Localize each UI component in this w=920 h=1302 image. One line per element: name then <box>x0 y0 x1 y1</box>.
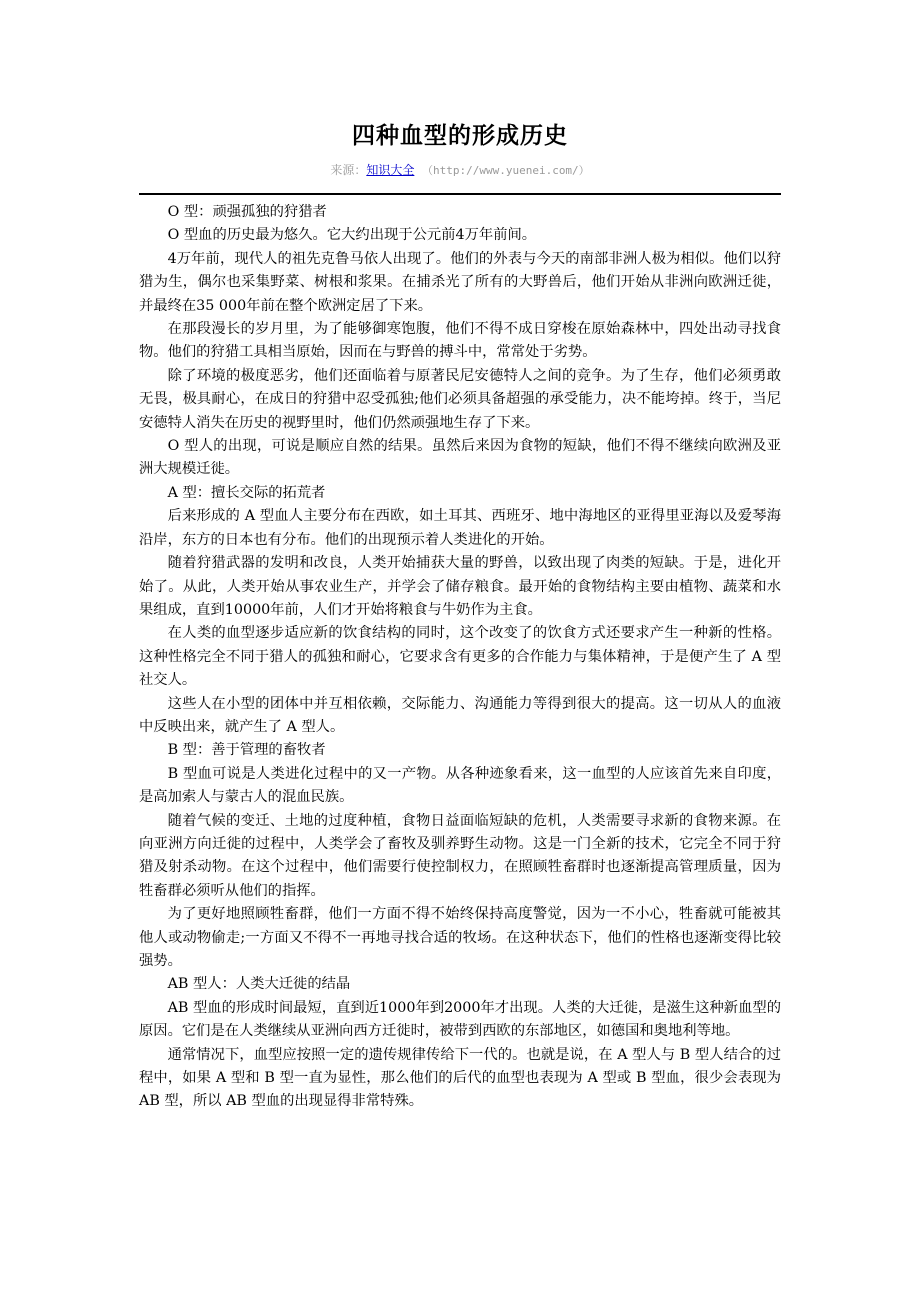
source-line <box>139 161 781 179</box>
paragraph: 通常情况下，血型应按照一定的遗传规律传给下一代的。也就是说，在 A 型人与 B 型人结合的过程中，如果 A 型和 B 型一直为显性，那么他们的后代的血型也表现为 A 型或 B 型血，很少会表现为 AB 型，所以 AB 型血的出现显得非常特殊。 <box>139 1046 781 1110</box>
document-page <box>139 0 781 1114</box>
paragraph: AB 型血的形成时间最短，直到近1000年到2000年才出现。人类的大迁徙，是滋生这种新血型的原因。它们是在人类继续从亚洲向西方迁徙时，被带到西欧的东部地区，如德国和奥地利等地。 <box>139 999 781 1040</box>
section-heading-o-type: O 型：顽强孤独的狩猎者 <box>167 204 327 220</box>
source-link[interactable]: 知识大全 <box>366 163 415 177</box>
article-title: 四种血型的形成历史 <box>352 123 568 149</box>
title-divider <box>139 193 781 195</box>
paragraph: O 型人的出现，可说是顺应自然的结果。虽然后来因为食物的短缺，他们不得不继续向欧洲及亚洲大规模迁徙。 <box>139 438 781 478</box>
source-url: （http://www.yuenei.com/） <box>421 164 590 177</box>
paragraph: 为了更好地照顾牲畜群，他们一方面不得不始终保持高度警觉，因为一不小心，牲畜就可能被其他人或动物偷走;一方面又不得不一再地寻找合适的牧场。在这种状态下，他们的性格也逐渐变得比较强势。 <box>139 906 781 969</box>
paragraph: O 型血的历史最为悠久。它大约出现于公元前4万年前间。 <box>167 227 537 244</box>
paragraph: 后来形成的 A 型血人主要分布在西欧，如土耳其、西班牙、地中海地区的亚得里亚海以及爱琴海沿岸，东方的日本也有分布。他们的出现预示着人类进化的开始。 <box>139 508 781 548</box>
source-prefix: 来源： <box>330 163 367 177</box>
paragraph: 除了环境的极度恶劣，他们还面临着与原著民尼安德特人之间的竞争。为了生存，他们必须勇敢无畏，极具耐心，在成日的狩猎中忍受孤独;他们必须具备超强的承受能力，决不能垮掉。终于，当尼安德特人消失在历史的视野里时，他们仍然顽强地生存了下来。 <box>139 367 781 431</box>
paragraph: 这些人在小型的团体中并互相依赖，交际能力、沟通能力等得到很大的提高。这一切从人的血液中反映出来，就产生了 A 型人。 <box>139 695 781 735</box>
article-body <box>139 201 781 1114</box>
paragraph: B 型血可说是人类进化过程中的又一产物。从各种迹象看来，这一血型的人应该首先来自印度，是高加索人与蒙古人的混血民族。 <box>139 765 781 806</box>
section-heading-a-type: A 型：擅长交际的拓荒者 <box>167 484 326 501</box>
paragraph: 随着狩猎武器的发明和改良，人类开始捕获大量的野兽，以致出现了肉类的短缺。于是，进化开始了。从此，人类开始从事农业生产，并学会了储存粮食。最开始的食物结构主要由植物、蔬菜和水果组成，直到10000年前，人们才开始将粮食与牛奶作为主食。 <box>139 555 781 618</box>
paragraph: 随着气候的变迁、土地的过度种植，食物日益面临短缺的危机，人类需要寻求新的食物来源。在向亚洲方向迁徙的过程中，人类学会了畜牧及驯养野生动物。这是一门全新的技术，它完全不同于狩猎及射杀动物。在这个过程中，他们需要行使控制权力，在照顾牲畜群时也逐渐提高管理质量，因为牲畜群必须听从他们的指挥。 <box>139 812 781 899</box>
section-heading-ab-type: AB 型人：人类大迁徙的结晶 <box>167 976 351 993</box>
paragraph: 在人类的血型逐步适应新的饮食结构的同时，这个改变了的饮食方式还要求产生一种新的性格。这种性格完全不同于猎人的孤独和耐心，它要求含有更多的合作能力与集体精神，于是便产生了 A 型社交人。 <box>139 625 781 689</box>
paragraph: 在那段漫长的岁月里，为了能够御寒饱腹，他们不得不成日穿梭在原始森林中，四处出动寻找食物。他们的狩猎工具相当原始，因而在与野兽的搏斗中，常常处于劣势。 <box>139 321 781 361</box>
section-heading-b-type: B 型：善于管理的畜牧者 <box>167 742 326 759</box>
paragraph: 4万年前，现代人的祖先克鲁马依人出现了。他们的外表与今天的南部非洲人极为相似。他们以狩猎为生，偶尔也采集野菜、树根和浆果。在捕杀光了所有的大野兽后，他们开始从非洲向欧洲迁徙，并最终在35 000年前在整个欧洲定居了下来。 <box>139 250 781 314</box>
